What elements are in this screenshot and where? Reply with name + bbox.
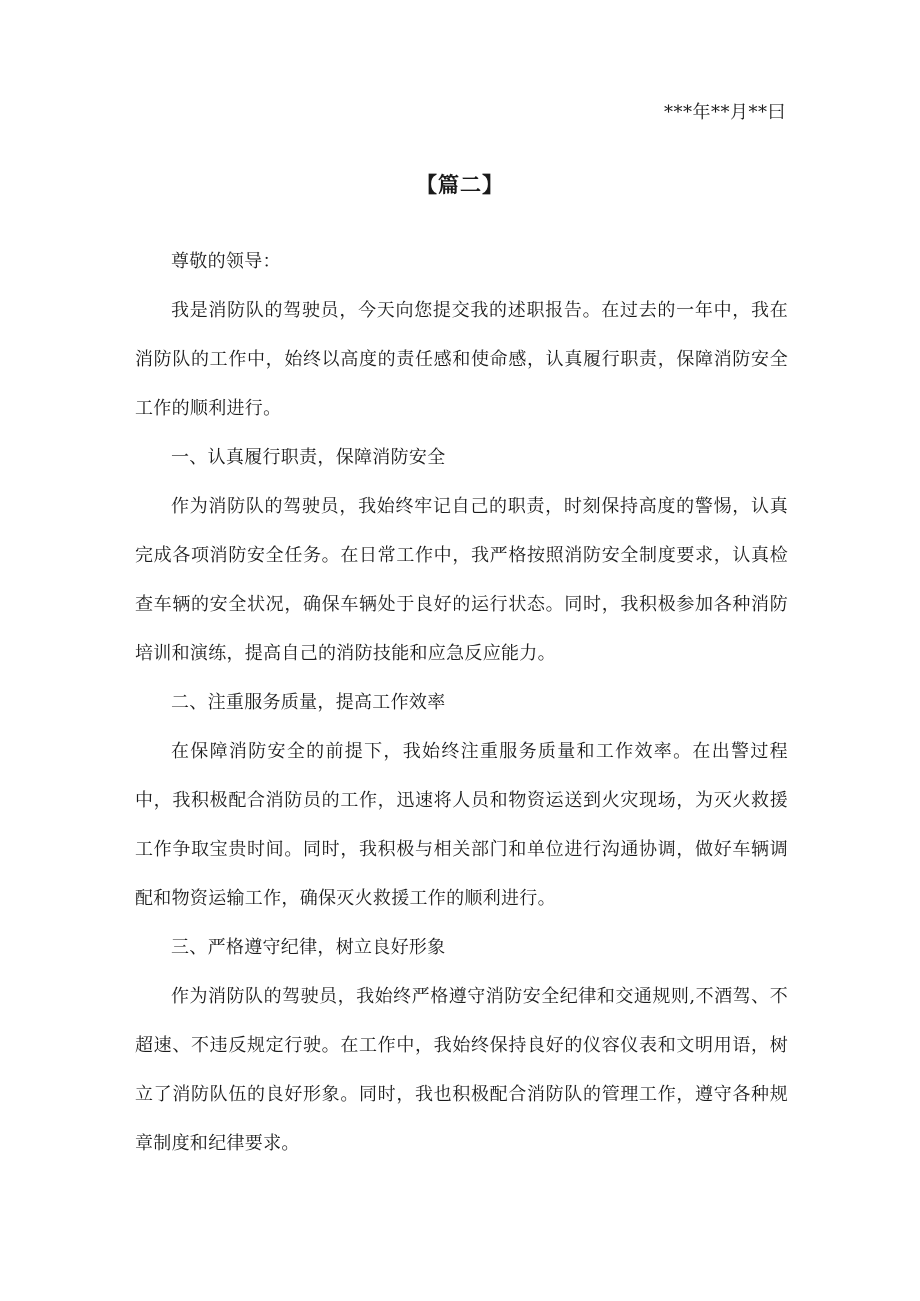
heading-two: 二、注重服务质量，提高工作效率 xyxy=(171,692,446,713)
heading-three: 三、严格遵守纪律，树立良好形象 xyxy=(171,937,446,958)
heading-one: 一、认真履行职责，保障消防安全 xyxy=(171,447,446,468)
paragraph-one: 作为消防队的驾驶员，我始终牢记自己的职责，时刻保持高度的警惕，认真完成各项消防安全任务。在日常工作中，我严格按照消防安全制度要求，认真检查车辆的安全状况，确保车辆处于良好的运行状态。同时，我积极参加各种消防培训和演练，提高自己的消防技能和应急反应能力。 xyxy=(135,496,788,664)
section-title: 【篇二】 xyxy=(416,172,504,197)
intro-paragraph: 我是消防队的驾驶员，今天向您提交我的述职报告。在过去的一年中，我在消防队的工作中，始终以高度的责任感和使命感，认真履行职责，保障消防安全工作的顺利进行。 xyxy=(135,300,788,419)
date-line: ***年**月**曰 xyxy=(664,102,786,123)
salutation: 尊敬的领导： xyxy=(171,251,281,272)
paragraph-three: 作为消防队的驾驶员，我始终严格遵守消防安全纪律和交通规则,不酒驾、不超速、不违反规定行驶。在工作中，我始终保持良好的仪容仪表和文明用语，树立了消防队伍的良好形象。同时，我也积极配合消防队的管理工作，遵守各种规章制度和纪律要求。 xyxy=(135,986,788,1154)
body-text xyxy=(135,237,788,1168)
paragraph-two: 在保障消防安全的前提下，我始终注重服务质量和工作效率。在出警过程中，我积极配合消防员的工作，迅速将人员和物资运送到火灾现场，为灭火救援工作争取宝贵时间。同时，我积极与相关部门和单位进行沟通协调，做好车辆调配和物资运输工作，确保灭火救援工作的顺利进行。 xyxy=(135,741,788,909)
